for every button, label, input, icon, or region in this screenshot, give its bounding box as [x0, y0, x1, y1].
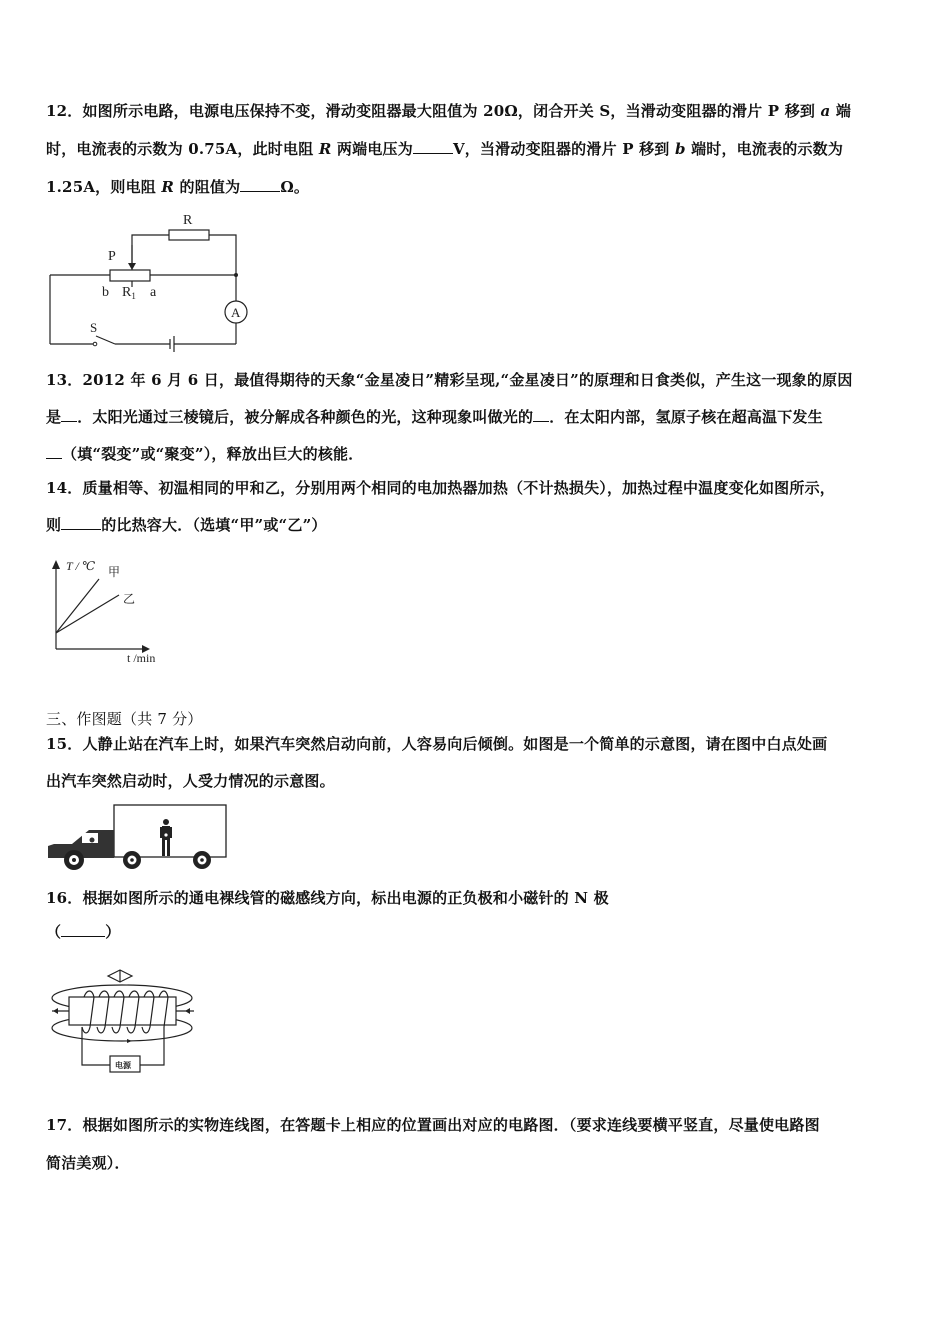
svg-text:R1: $R_1$ — [122, 285, 136, 301]
slider-arrow-icon — [128, 263, 136, 270]
arrow-left-icon — [53, 1008, 58, 1014]
arrow-left-icon — [185, 1008, 190, 1014]
q12-line2: 时，电流表的示数为 0.75A，此时电阻 R 两端电压为 V，当滑动变阻器的滑片 P 移到 b 端时，电流表的示数为 — [46, 140, 844, 158]
wheel-icon — [123, 851, 141, 869]
answer-blank[interactable] — [533, 407, 549, 422]
svg-text:电源: 电源 — [115, 1061, 131, 1070]
answer-blank[interactable] — [61, 515, 101, 530]
truck-figure — [44, 802, 229, 874]
section-title: 三、作图题（共 7 分） — [46, 710, 203, 728]
q15-line1: 15．人静止站在汽车上时，如果汽车突然启动向前，人容易向后倾倒。如图是一个简单的示意图，请在图中白点处画 — [46, 735, 828, 753]
q16-line1: 16．根据如图所示的通电裸线管的磁感线方向，标出电源的正负极和小磁针的 N 极 — [46, 889, 609, 907]
q12-line1: 12．如图所示电路，电源电压保持不变，滑动变阻器最大阻值为 20Ω，闭合开关 S，当滑动变阻器的滑片 P 移到 a 端 — [46, 102, 852, 120]
series-jia-line — [56, 579, 99, 633]
wheel-icon — [193, 851, 211, 869]
answer-blank[interactable] — [240, 177, 280, 192]
q13-line1: 13．2012 年 6 月 6 日，最值得期待的天象“金星凌日”精彩呈现,“金星凌日”的原理和日食类似，产生这一现象的原因 — [46, 371, 853, 389]
temperature-time-graph — [42, 553, 172, 665]
svg-text:T / ℃: T / ℃ — [66, 559, 96, 573]
q15-line2: 出汽车突然启动时，人受力情况的示意图。 — [46, 772, 335, 790]
series-yi-line — [56, 595, 119, 633]
svg-text:乙: 乙 — [123, 592, 136, 606]
svg-text:t /min: t /min — [127, 651, 156, 665]
svg-text:a: a — [150, 285, 157, 300]
solenoid-figure — [44, 955, 204, 1080]
svg-text:甲: 甲 — [108, 565, 121, 579]
answer-blank[interactable] — [61, 922, 105, 937]
svg-text:S: S — [90, 320, 98, 335]
answer-blank[interactable] — [413, 139, 453, 154]
q13-line3: （填“裂变”或“聚变”），释放出巨大的核能． — [46, 444, 363, 464]
svg-text:b: b — [102, 285, 109, 300]
wheel-icon — [64, 850, 84, 870]
svg-text:A: A — [231, 305, 241, 320]
q13-line2: 是 ．太阳光通过三棱镜后，被分解成各种颜色的光，这种现象叫做光的 ．在太阳内部，氢原子核在超高温下发生 — [46, 408, 823, 426]
q17-line2: 简洁美观）． — [46, 1154, 130, 1172]
answer-blank[interactable] — [46, 444, 62, 459]
svg-text:R: R — [183, 213, 193, 228]
svg-text:P: P — [108, 249, 116, 264]
q17-line1: 17．根据如图所示的实物连线图，在答题卡上相应的位置画出对应的电路图．（要求连线要横平竖直，尽量使电路图 — [46, 1116, 820, 1134]
arrow-right-icon — [127, 1039, 132, 1043]
q14-line2: 则 的比热容大．（选填“甲”或“乙”） — [46, 516, 327, 534]
force-point[interactable] — [164, 833, 167, 836]
q14-line1: 14．质量相等、初温相同的甲和乙，分别用两个相同的电加热器加热（不计热损失），加热过程中温度变化如图所示， — [46, 479, 835, 497]
y-axis-arrow-icon — [52, 560, 60, 569]
q16-answer: （ ） — [46, 923, 121, 941]
circuit-diagram — [44, 208, 254, 353]
q12-line3: 1.25A，则电阻 R 的阻值为 Ω。 — [46, 178, 310, 196]
answer-blank[interactable] — [61, 407, 77, 422]
